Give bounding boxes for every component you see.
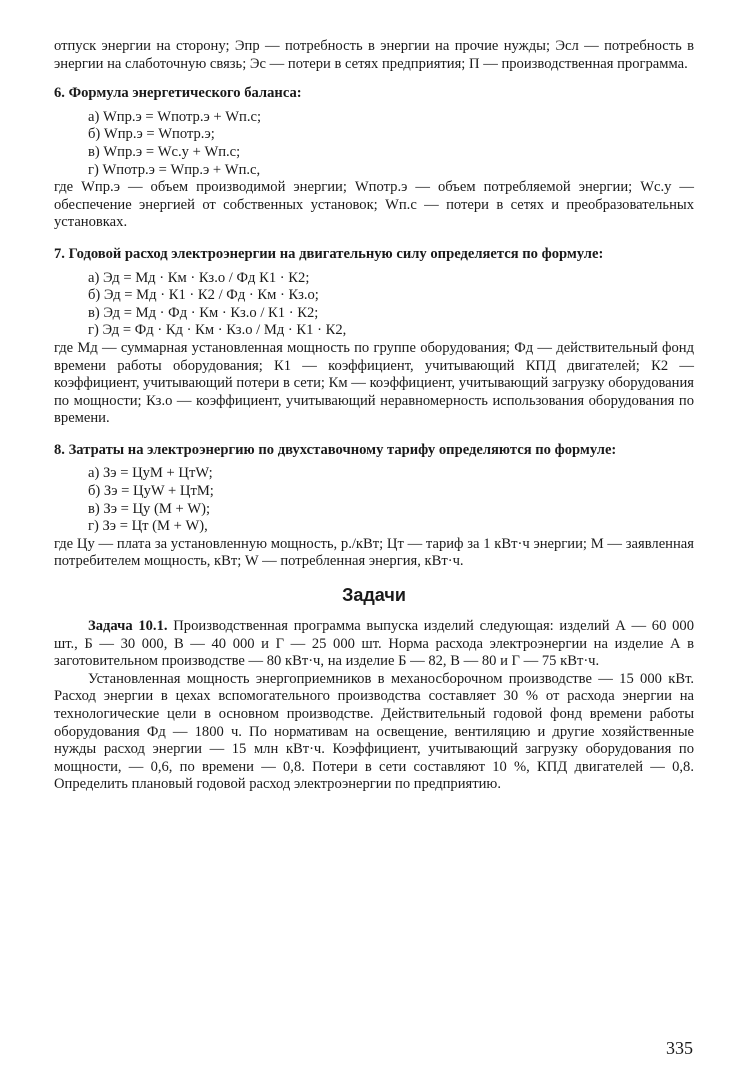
section-6-options [88,109,694,179]
option-c: в) Wпр.э = Wс.у + Wп.с; [88,143,241,160]
option-a: а) Эд = Мд · Км · Кз.о / Фд К1 · К2; [88,269,310,286]
page-content [54,38,694,794]
task-10-1-paragraph-1 [54,618,694,671]
option-d: г) Эд = Фд · Кд · Км · Кз.о / Мд · К1 · К2, [88,322,347,339]
tasks-title: Задачи [342,585,406,606]
section-8-options [88,465,694,535]
option-b: б) Зэ = ЦуW + ЦтМ; [88,483,214,500]
task-10-1-paragraph-2: Установленная мощность энергоприемников в механосборочном производстве — 15 000 кВт. Расход энергии в цехах вспомогательного производства составляет 30 % от расхода энергии на технологические цели в основном производстве. Действительный годовой фонд времени работы оборудования Фд — 1800 ч. По нормативам на освещение, вентиляцию и другие хозяйственные нужды расход энергии — 15 млн кВт·ч. Коэффициент, учитывающий загрузку оборудования по мощности, — 0,6, по времени — 0,8. Потери в сети составляют 10 %, КПД двигателей — 0,8. Определить плановый годовой расход электроэнергии по предприятию. [54,670,694,793]
section-7-options [88,270,694,340]
task-label: Задача 10.1. [88,618,168,635]
option-c: в) Зэ = Цу (М + W); [88,500,211,517]
section-6-definitions: где Wпр.э — объем производимой энергии; Wпотр.э — объем потребляемой энергии; Wс.у — обеспечение энергией от собственных установок; Wп.с — потери в сетях и преобразовательных установках. [54,179,694,231]
section-6-heading: 6. Формула энергетического баланса: [54,85,302,102]
section-7-definitions: где Мд — суммарная установленная мощность по группе оборудования; Фд — действительный фонд времени работы оборудования; К1 — коэффициент, учитывающий КПД двигателей; К2 — коэффициент, учитывающий потери в сети; Км — коэффициент, учитывающий загрузку оборудования по мощности; Кз.о — коэффициент, учитывающий неравномерность использования оборудования по времени. [54,339,694,427]
intro-paragraph: отпуск энергии на сторону; Эпр — потребность в энергии на прочие нужды; Эсл — потребность в энергии на слаботочную связь; Эс — потери в сетях предприятия; П — производственная программа. [54,38,694,72]
option-a: а) Wпр.э = Wпотр.э + Wп.с; [88,108,262,125]
option-d: г) Зэ = Цт (М + W), [88,518,208,535]
option-d: г) Wпотр.э = Wпр.э + Wп.с, [88,161,261,178]
option-b: б) Эд = Мд · К1 · К2 / Фд · Км · Кз.о; [88,287,319,304]
section-8-heading: 8. Затраты на электроэнергию по двухставочному тарифу определяются по формуле: [54,441,617,458]
option-b: б) Wпр.э = Wпотр.э; [88,126,215,143]
page-number: 335 [666,1038,693,1058]
task-10-1-text: Производственная программа выпуска изделий следующая: изделий А — 60 000 шт., Б — 30 000, В — 40 000 и Г — 25 000 шт. Норма расхода электроэнергии на изделие А в заготовительном производстве — 80 кВт·ч, на изделие Б — 82, В — 80 и Г — 75 кВт·ч. [54,618,694,670]
option-a: а) Зэ = ЦуМ + ЦтW; [88,465,213,482]
option-c: в) Эд = Мд · Фд · Км · Кз.о / К1 · К2; [88,304,319,321]
section-7-heading: 7. Годовой расход электроэнергии на двигательную силу определяется по формуле: [54,245,604,262]
section-8-definitions: где Цу — плата за установленную мощность, р./кВт; Цт — тариф за 1 кВт·ч энергии; М — заявленная потребителем мощность, кВт; W — потребленная энергия, кВт·ч. [54,535,694,570]
